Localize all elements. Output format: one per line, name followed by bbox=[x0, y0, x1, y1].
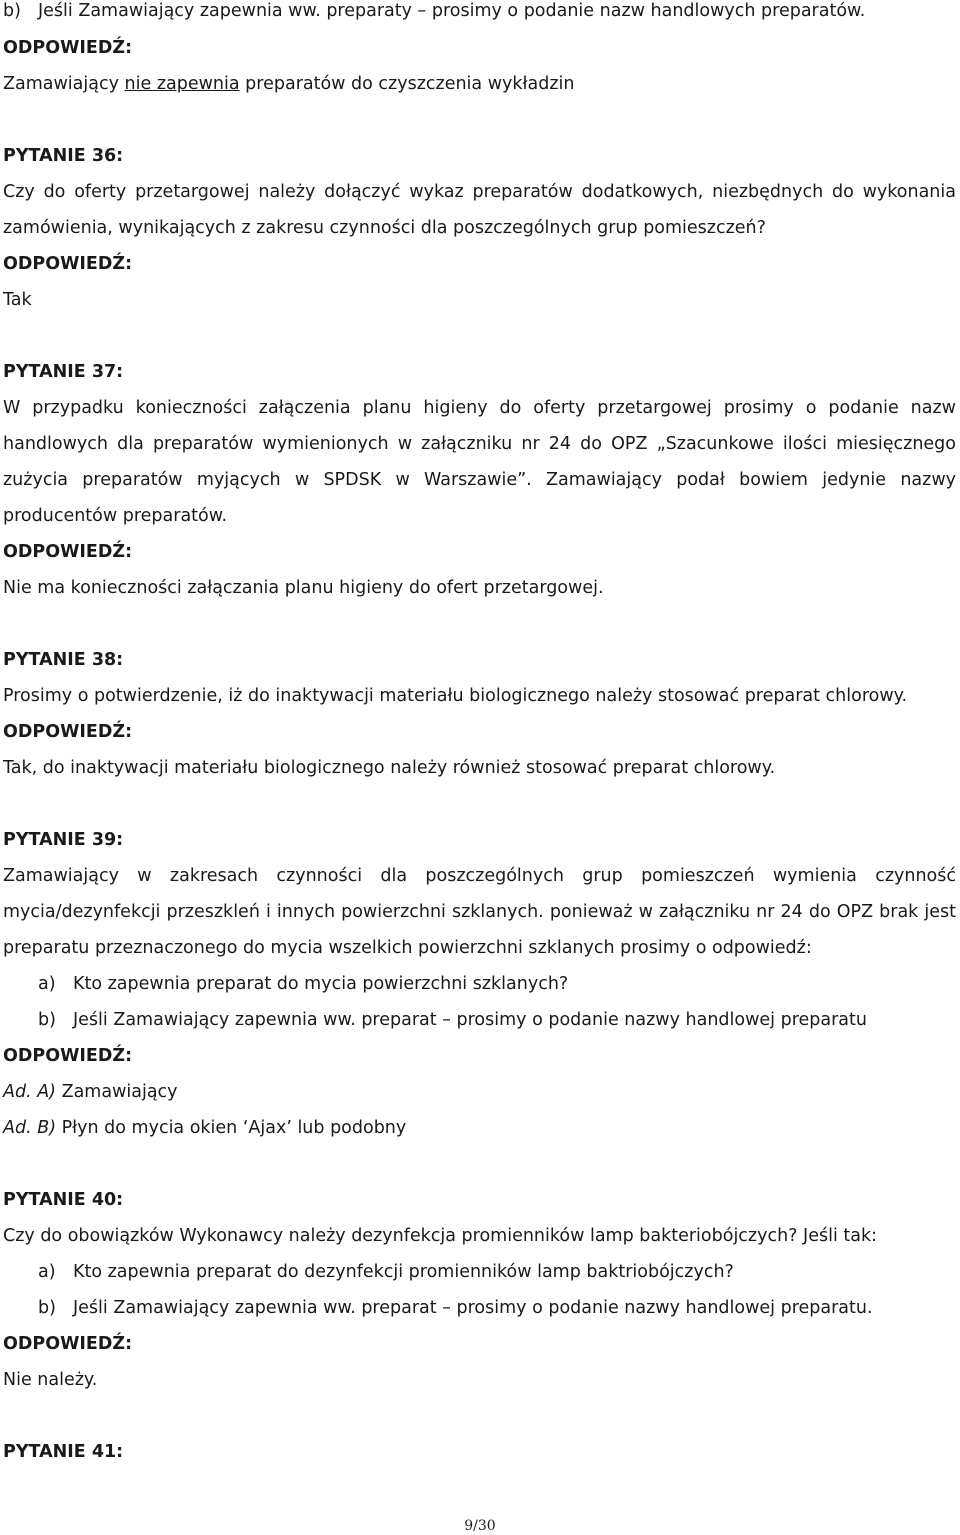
question-text: Zamawiający w zakresach czynności dla poszczególnych grup pomieszczeń wymienia czynność bbox=[3, 866, 956, 886]
question-text: Czy do obowiązków Wykonawcy należy dezynfekcja promienników lamp bakteriobójczych? Jeśli tak: bbox=[3, 1226, 877, 1246]
answer-prefix: Zamawiający bbox=[3, 74, 119, 94]
question-heading: PYTANIE 41: bbox=[3, 1442, 124, 1462]
answer-text bbox=[3, 73, 956, 95]
question-heading: PYTANIE 38: bbox=[3, 650, 124, 670]
question-text: W przypadku konieczności załączenia planu higieny do oferty przetargowej prosimy o podanie nazw bbox=[3, 398, 956, 418]
list-item-text: Jeśli Zamawiający zapewnia ww. preparat – prosimy o podanie nazwy handlowej preparatu. bbox=[73, 1298, 873, 1318]
list-item-text: Jeśli Zamawiający zapewnia ww. preparaty – prosimy o podanie nazw handlowych preparatów. bbox=[38, 1, 866, 21]
question-heading: PYTANIE 37: bbox=[3, 362, 124, 382]
list-item-text: Jeśli Zamawiający zapewnia ww. preparat – prosimy o podanie nazwy handlowej preparatu bbox=[73, 1010, 867, 1030]
list-marker: b) bbox=[3, 1, 21, 21]
question-text: Czy do oferty przetargowej należy dołączyć wykaz preparatów dodatkowych, niezbędnych do wykonania bbox=[3, 182, 956, 202]
question-heading: PYTANIE 39: bbox=[3, 830, 124, 850]
page-number: 9/30 bbox=[464, 1518, 496, 1534]
question-text: preparatu przeznaczonego do mycia wszelkich powierzchni szklanych prosimy o odpowiedź: bbox=[3, 938, 812, 958]
answer-label: ODPOWIEDŹ: bbox=[3, 722, 133, 742]
list-item-b bbox=[3, 0, 21, 22]
answer-text bbox=[3, 1117, 956, 1139]
answer-label: ODPOWIEDŹ: bbox=[3, 1334, 133, 1354]
question-text: Prosimy o potwierdzenie, iż do inaktywacji materiału biologicznego należy stosować preparat chlorowy. bbox=[3, 686, 908, 706]
answer-label: ODPOWIEDŹ: bbox=[3, 254, 133, 274]
answer-item-label: Ad. B) bbox=[3, 1118, 57, 1138]
question-text: producentów preparatów. bbox=[3, 506, 228, 526]
answer-label: ODPOWIEDŹ: bbox=[3, 542, 133, 562]
list-marker: a) bbox=[38, 1262, 56, 1282]
question-text: mycia/dezynfekcji przeszkleń i innych powierzchni szklanych. ponieważ w załączniku nr 24 do OPZ brak jest bbox=[3, 902, 956, 922]
answer-text: Nie ma konieczności załączania planu higieny do ofert przetargowej. bbox=[3, 578, 604, 598]
answer-text: Tak bbox=[3, 290, 32, 310]
answer-text: Nie należy. bbox=[3, 1370, 98, 1390]
list-item-text: Kto zapewnia preparat do dezynfekcji promienników lamp baktriobójczych? bbox=[73, 1262, 734, 1282]
answer-label: ODPOWIEDŹ: bbox=[3, 38, 133, 58]
list-item-text: Kto zapewnia preparat do mycia powierzchni szklanych? bbox=[73, 974, 569, 994]
answer-text bbox=[3, 1081, 956, 1103]
list-marker: b) bbox=[38, 1010, 56, 1030]
list-marker: b) bbox=[38, 1298, 56, 1318]
answer-label: ODPOWIEDŹ: bbox=[3, 1046, 133, 1066]
list-marker: a) bbox=[38, 974, 56, 994]
answer-suffix: preparatów do czyszczenia wykładzin bbox=[245, 74, 575, 94]
question-text: zamówienia, wynikających z zakresu czynności dla poszczególnych grup pomieszczeń? bbox=[3, 218, 766, 238]
answer-underlined: nie zapewnia bbox=[124, 74, 240, 94]
answer-text: Tak, do inaktywacji materiału biologicznego należy również stosować preparat chlorowy. bbox=[3, 758, 776, 778]
question-text: zużycia preparatów myjących w SPDSK w Warszawie”. Zamawiający podał bowiem jedynie nazwy bbox=[3, 470, 956, 490]
question-heading: PYTANIE 36: bbox=[3, 146, 124, 166]
answer-item-text: Zamawiający bbox=[61, 1082, 178, 1102]
answer-item-text: Płyn do mycia okien ‘Ajax’ lub podobny bbox=[61, 1118, 407, 1138]
answer-item-label: Ad. A) bbox=[3, 1082, 57, 1102]
question-text: handlowych dla preparatów wymienionych w załączniku nr 24 do OPZ „Szacunkowe ilości miesięcznego bbox=[3, 434, 956, 454]
question-heading: PYTANIE 40: bbox=[3, 1190, 124, 1210]
